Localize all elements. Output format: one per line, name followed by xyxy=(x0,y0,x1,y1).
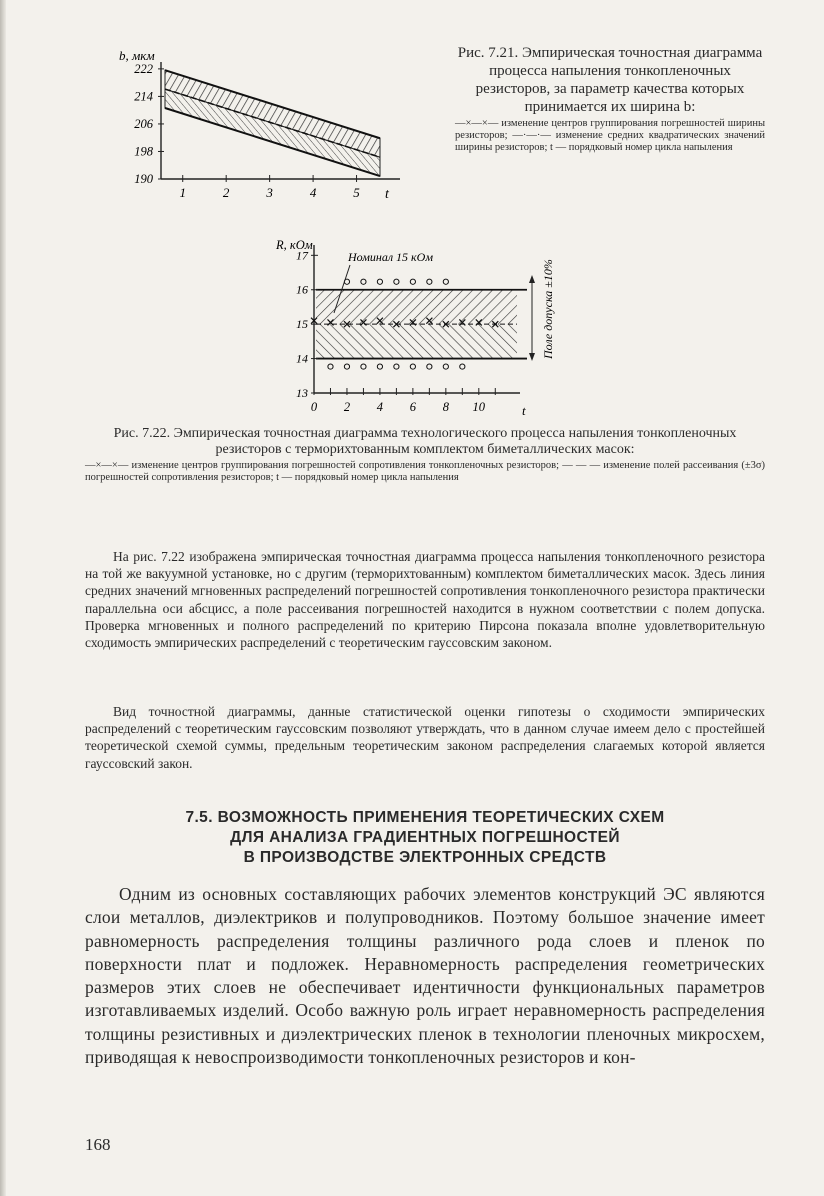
fig721-x-tick-label: 5 xyxy=(353,185,360,200)
fig721-x-tick-label: 2 xyxy=(222,185,230,200)
fig722-y-tick-label: 17 xyxy=(296,248,308,263)
fig721-y-tick-label: 190 xyxy=(134,172,153,186)
fig722-lower-point xyxy=(443,364,448,369)
fig722-upper-point xyxy=(410,279,415,284)
fig722-y-tick-label: 14 xyxy=(296,351,308,366)
page-binding-edge xyxy=(0,0,6,1196)
fig722-upper-point xyxy=(427,279,432,284)
figure-7-22-chart xyxy=(270,235,590,425)
fig722-x-tick-label: 8 xyxy=(442,400,449,414)
paragraph-1: На рис. 7.22 изображена эмпирическая точностная диаграмма процесса напыления тонкопленочного резистора на той же вакуумной установке, но с другим (терморихтованным) комплектом биметаллических масок. Здесь линия средних значений мгновенных распределений погрешностей сопротивления тонкопленочного резистора практически параллельна оси абсцисс, а поле рассеивания погрешностей находится в нужном соответствии с полем допуска. Проверка мгновенных и полного распределений по критерию Пирсона показала вполне удовлетворительную сходимость эмпирических распределений с теоретическим гауссовским законом. xyxy=(85,549,765,651)
fig722-upper-point xyxy=(394,279,399,284)
fig722-caption xyxy=(85,426,765,484)
fig722-lower-point xyxy=(328,364,333,369)
fig722-y-axis-label: R, кОм xyxy=(276,238,313,252)
paragraph-2: Вид точностной диаграммы, данные статистической оценки гипотезы о сходимости эмпирических распределений с теоретическим гауссовским позволяют утверждать, что в данном случае имеем дело с простейшей теоретической схемой суммы, предельным теоретическим законом распределения слагаемых которой является гауссовский закон. xyxy=(85,704,765,771)
fig721-x-tick-label: 4 xyxy=(309,185,317,200)
fig722-x-tick-label: 2 xyxy=(343,400,351,414)
fig722-lower-point xyxy=(410,364,415,369)
figure-7-21-chart xyxy=(115,40,415,215)
section-heading-line-3: В ПРОИЗВОДСТВЕ ЭЛЕКТРОННЫХ СРЕДСТВ xyxy=(243,849,607,866)
fig722-caption-title: Рис. 7.22. Эмпирическая точностная диаграмма технологического процесса напыления тонкопленочных резисторов с терморихтованным комплектом биметаллических масок: xyxy=(113,426,737,457)
fig722-lower-point xyxy=(460,364,465,369)
section-heading-line-2: ДЛЯ АНАЛИЗА ГРАДИЕНТНЫХ ПОГРЕШНОСТЕЙ xyxy=(230,829,620,846)
fig722-lower-point xyxy=(344,364,349,369)
fig721-x-tick-label: 1 xyxy=(179,185,186,200)
fig722-x-tick-label: 4 xyxy=(376,400,384,414)
fig722-upper-point xyxy=(443,279,448,284)
fig721-y-tick-label: 222 xyxy=(134,61,153,76)
fig722-x-tick-label: 6 xyxy=(409,400,417,414)
fig722-annotation-nominal: Номинал 15 кОм xyxy=(348,250,433,264)
fig721-y-axis-label: b, мкм xyxy=(119,48,155,63)
fig722-x-tick-label: 0 xyxy=(310,400,318,414)
fig722-y-tick-label: 13 xyxy=(296,386,308,400)
fig722-lower-point xyxy=(394,364,399,369)
fig722-x-tick-label: 10 xyxy=(472,400,486,414)
fig722-y-tick-label: 15 xyxy=(296,317,308,332)
paragraph-3: Одним из основных составляющих рабочих элементов конструкций ЭС являются слои металлов, диэлектриков и полупроводников. Поэтому большое значение имеет равномерность распределения толщины различного рода слоев и пленок по поверхности плат и подложек. Неравномерность распределения геометрических размеров этих слоев не обеспечивает идентичности функциональных параметров изготавливаемых изделий. Особо важную роль играет неравномерность распределения толщины резистивных и диэлектрических пленок в технологии пленочных микросхем, приводящая к невоспроизводимости тонкопленочных резисторов и кон- xyxy=(85,884,765,1068)
fig722-annotation-tolerance: Поле допуска ±10% xyxy=(541,259,555,359)
fig722-upper-point xyxy=(377,279,382,284)
fig722-lower-point xyxy=(377,364,382,369)
fig721-center-line xyxy=(165,89,380,157)
fig722-upper-point xyxy=(361,279,366,284)
fig721-caption-legend: —×—×— изменение центров группирования погрешностей ширины резисторов; —·—·— изменение средних квадратических значений ширины резисторов; t — порядковый номер цикла напыления xyxy=(455,118,765,153)
fig721-y-tick-label: 206 xyxy=(134,116,153,131)
page-number: 168 xyxy=(85,1135,111,1154)
fig721-x-axis-label: t xyxy=(385,187,389,202)
fig722-y-tick-label: 16 xyxy=(296,282,308,297)
section-heading-line-1: 7.5. ВОЗМОЖНОСТЬ ПРИМЕНЕНИЯ ТЕОРЕТИЧЕСКИХ СХЕМ xyxy=(185,809,665,826)
fig721-y-tick-label: 198 xyxy=(134,144,153,159)
fig722-band-upper xyxy=(316,290,517,324)
section-heading xyxy=(85,808,765,868)
fig721-y-tick-label: 214 xyxy=(134,89,153,104)
fig722-lower-point xyxy=(427,364,432,369)
fig722-lower-point xyxy=(361,364,366,369)
fig721-caption-title: Рис. 7.21. Эмпирическая точностная диаграмма процесса напыления тонкопленочных резисторов, за параметр качества которых принимается их ширина b: xyxy=(457,45,763,115)
fig721-caption xyxy=(455,44,765,154)
fig721-x-tick-label: 3 xyxy=(266,185,273,200)
fig722-band-lower xyxy=(316,324,517,358)
fig722-x-axis-label: t xyxy=(522,403,526,418)
fig722-caption-legend: —×—×— изменение центров группирования погрешностей сопротивления тонкопленочных резисторов; — — — изменение полей рассеивания (±3σ) погрешностей сопротивления резисторов; t — порядковый номер цикла напыления xyxy=(85,460,765,483)
